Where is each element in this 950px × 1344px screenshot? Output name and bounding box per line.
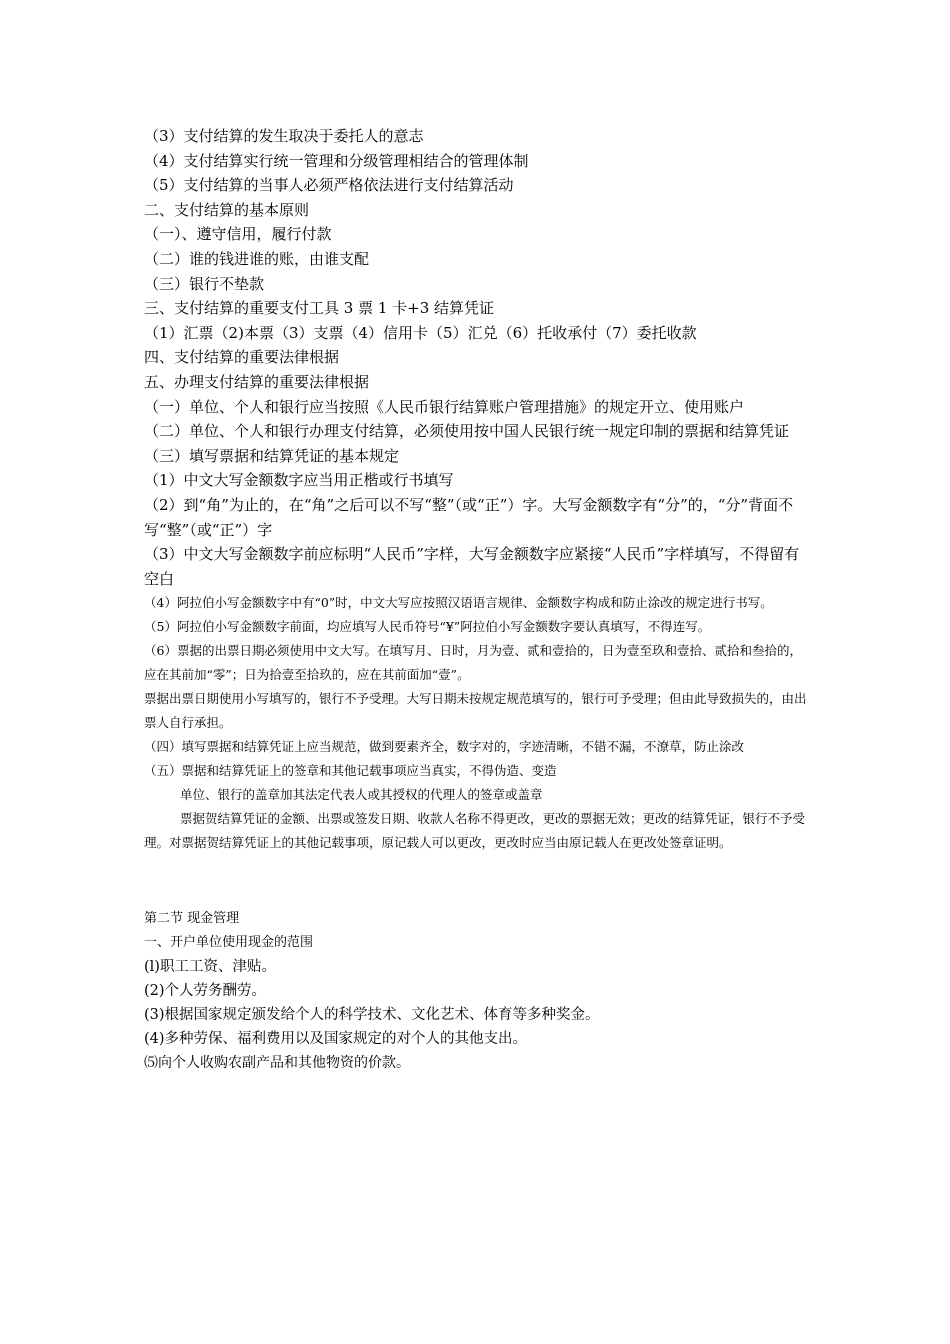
text-paragraph: 单位、银行的盖章加其法定代表人或其授权的代理人的签章或盖章	[180, 787, 543, 803]
text-paragraph: （3）中文大写金额数字前应标明“人民币”字样，大写金额数字应紧接“人民币”字样填写，不得留有空白	[144, 545, 800, 588]
list-item: ⑸向个人收购农副产品和其他物资的价款。	[144, 1055, 410, 1072]
text-line: （4）支付结算实行统一管理和分级管理相结合的管理体制	[144, 151, 529, 170]
text-paragraph: （四）填写票据和结算凭证上应当规范，做到要素齐全，数字对的，字迹清晰，不错不漏，不潦草，防止涂改	[144, 739, 745, 755]
list-item: (2)个人劳务酬劳。	[144, 983, 267, 1000]
text-paragraph: （一）单位、个人和银行应当按照《人民币银行结算账户管理措施》的规定开立、使用账户	[144, 397, 745, 416]
text-line: （3）支付结算的发生取决于委托人的意志	[144, 127, 424, 145]
text-paragraph: （5）阿拉伯小写金额数字前面，均应填写人民币符号“¥”阿拉伯小写金额数字要认真填写，不得连写。	[144, 619, 711, 635]
section2-subtitle: 一、开户单位使用现金的范围	[144, 935, 314, 951]
heading-tools: 三、支付结算的重要支付工具 3 票 1 卡+3 结算凭证	[144, 299, 495, 318]
text-paragraph: （二）单位、个人和银行办理支付结算，必须使用按中国人民银行统一规定印制的票据和结算凭证	[144, 422, 790, 441]
list-item: (l)职工工资、津贴。	[144, 959, 276, 976]
section2	[144, 907, 808, 1075]
text-line: （1）汇票（2)本票（3）支票（4）信用卡（5）汇兑（6）托收承付（7）委托收款	[144, 323, 697, 342]
heading-legal-basis-2: 五、办理支付结算的重要法律根据	[144, 372, 370, 391]
text-paragraph: 票据出票日期使用小写填写的，银行不予受理。大写日期未按规定规范填写的，银行可予受理；但由此导致损失的，由出票人自行承担。	[144, 691, 807, 731]
text-line: （三）填写票据和结算凭证的基本规定	[144, 446, 400, 465]
section1-body	[144, 124, 808, 855]
text-line: （三）银行不垫款	[144, 274, 265, 293]
section2-title: 第二节 现金管理	[144, 911, 240, 927]
text-paragraph: 票据贺结算凭证的金额、出票或签发日期、收款人名称不得更改，更改的票据无效；更改的结算凭证，银行不予受理。对票据贺结算凭证上的其他记载事项，原记载人可以更改，更改时应当由原记载人在更改处签章证明。	[144, 811, 806, 851]
text-line: （一）、遵守信用，履行付款	[144, 225, 332, 244]
heading-legal-basis: 四、支付结算的重要法律根据	[144, 348, 340, 367]
heading-principles: 二、支付结算的基本原则	[144, 200, 310, 219]
document-page	[144, 124, 808, 1075]
text-paragraph: （五）票据和结算凭证上的签章和其他记载事项应当真实，不得伪造、变造	[144, 763, 557, 779]
list-item: (4)多种劳保、福利费用以及国家规定的对个人的其他支出。	[144, 1031, 528, 1048]
text-paragraph: （4）阿拉伯小写金额数字中有“0”时，中文大写应按照汉语语言规律、金额数字构成和防止涂改的规定进行书写。	[144, 595, 773, 611]
text-paragraph: （2）到“角”为止的，在“角”之后可以不写“整”（或“正”）字。大写金额数字有“分”的，“分”背面不写“整”（或“正”）字	[144, 495, 794, 539]
text-line: （二）谁的钱进谁的账，由谁支配	[144, 249, 370, 268]
text-line: （1）中文大写金额数字应当用正楷或行书填写	[144, 471, 454, 490]
text-line: （5）支付结算的当事人必须严格依法进行支付结算活动	[144, 176, 514, 195]
text-paragraph: （6）票据的出票日期必须使用中文大写。在填写月、日时，月为壹、贰和壹拾的，日为壹至玖和壹拾、贰拾和叁拾的，应在其前加“零”；日为拾壹至拾玖的，应在其前面加“壹”。	[144, 643, 802, 683]
list-item: (3)根据国家规定颁发给个人的科学技术、文化艺术、体育等多种奖金。	[144, 1007, 600, 1024]
section-spacer	[144, 855, 808, 907]
